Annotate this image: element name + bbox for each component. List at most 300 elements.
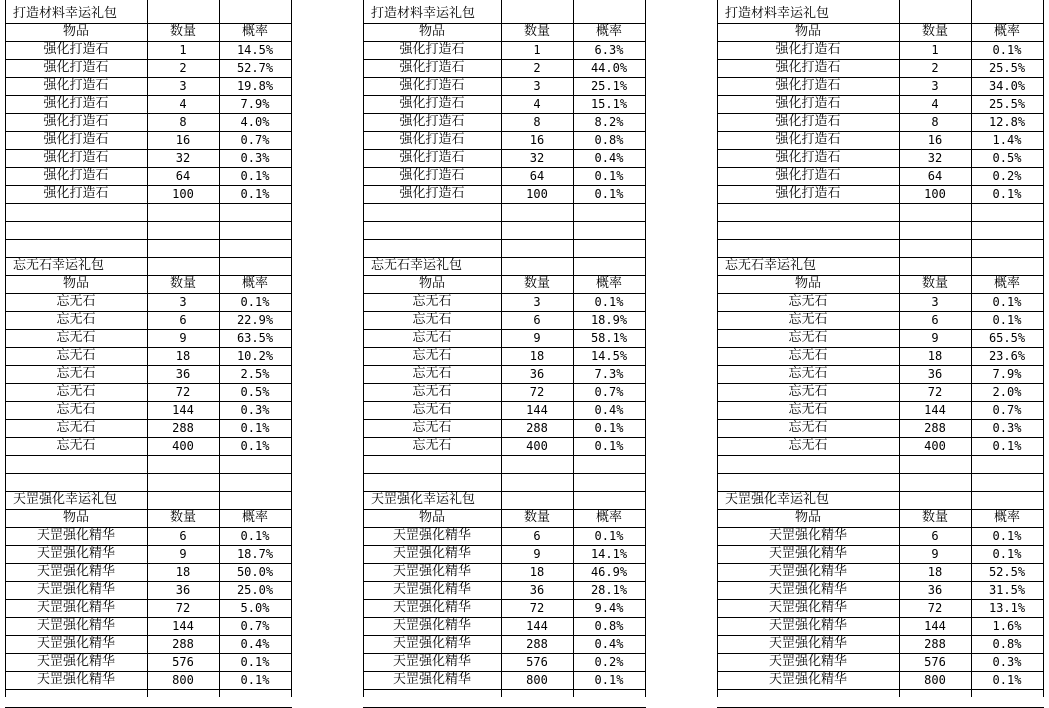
table-cell-item: 强化打造石 <box>43 132 109 147</box>
grid-hline <box>363 221 646 222</box>
table-cell-prob: 0.3% <box>240 151 270 165</box>
table-cell-item: 忘无石 <box>56 384 96 399</box>
block-title: 天罡强化幸运礼包 <box>13 492 118 507</box>
table-cell-item: 忘无石 <box>788 384 828 399</box>
table-cell-item: 天罡强化精华 <box>36 672 115 687</box>
table-cell-item: 忘无石 <box>56 402 96 417</box>
table-cell-qty: 8 <box>533 115 541 129</box>
column-header-qty: 数量 <box>921 510 948 525</box>
table-cell-prob: 0.3% <box>992 421 1022 435</box>
table-cell-qty: 4 <box>179 97 187 111</box>
column-header-qty: 数量 <box>169 276 196 291</box>
table-cell-prob: 65.5% <box>988 331 1026 345</box>
table-cell-qty: 64 <box>175 169 191 183</box>
grid-hline <box>5 455 292 456</box>
table-cell-item: 天罡强化精华 <box>392 528 471 543</box>
table-cell-prob: 14.1% <box>590 547 628 561</box>
block-title: 打造材料幸运礼包 <box>725 6 830 21</box>
table-cell-prob: 0.5% <box>992 151 1022 165</box>
table-cell-qty: 6 <box>179 529 187 543</box>
table-cell-prob: 6.3% <box>594 43 624 57</box>
table-cell-prob: 7.9% <box>240 97 270 111</box>
table-cell-item: 天罡强化精华 <box>768 618 847 633</box>
grid-hline <box>363 455 646 456</box>
table-cell-qty: 3 <box>179 295 187 309</box>
table-cell-qty: 72 <box>927 601 943 615</box>
table-cell-prob: 0.2% <box>992 169 1022 183</box>
grid-hline <box>717 689 1044 690</box>
table-cell-item: 强化打造石 <box>399 78 465 93</box>
column-header-qty: 数量 <box>169 24 196 39</box>
table-cell-qty: 288 <box>526 421 548 435</box>
table-cell-qty: 400 <box>924 439 946 453</box>
table-cell-qty: 9 <box>533 331 541 345</box>
table-cell-item: 忘无石 <box>412 294 452 309</box>
table-cell-item: 强化打造石 <box>43 78 109 93</box>
table-cell-qty: 3 <box>931 79 939 93</box>
table-cell-prob: 0.1% <box>594 439 624 453</box>
table-cell-item: 忘无石 <box>788 402 828 417</box>
table-cell-item: 忘无石 <box>412 348 452 363</box>
table-cell-qty: 4 <box>533 97 541 111</box>
block-title: 忘无石幸运礼包 <box>725 258 817 273</box>
column-header-prob: 概率 <box>241 24 268 39</box>
column-header-prob: 概率 <box>241 510 268 525</box>
table-cell-qty: 6 <box>931 529 939 543</box>
table-cell-item: 强化打造石 <box>43 114 109 129</box>
table-cell-prob: 10.2% <box>236 349 274 363</box>
table-cell-item: 天罡强化精华 <box>392 618 471 633</box>
table-cell-item: 强化打造石 <box>399 186 465 201</box>
table-cell-item: 忘无石 <box>788 330 828 345</box>
table-cell-item: 天罡强化精华 <box>36 654 115 669</box>
table-cell-item: 强化打造石 <box>775 42 841 57</box>
table-cell-qty: 100 <box>924 187 946 201</box>
table-cell-qty: 2 <box>533 61 541 75</box>
table-cell-prob: 0.1% <box>240 295 270 309</box>
table-cell-qty: 144 <box>526 619 548 633</box>
table-cell-qty: 8 <box>931 115 939 129</box>
column-header-item: 物品 <box>62 276 89 291</box>
table-cell-prob: 5.0% <box>240 601 270 615</box>
table-cell-qty: 6 <box>533 529 541 543</box>
table-cell-prob: 15.1% <box>590 97 628 111</box>
table-cell-item: 忘无石 <box>788 438 828 453</box>
table-cell-prob: 0.7% <box>594 385 624 399</box>
column-header-prob: 概率 <box>595 24 622 39</box>
table-cell-qty: 18 <box>175 349 191 363</box>
table-cell-item: 强化打造石 <box>399 132 465 147</box>
table-cell-prob: 0.1% <box>594 529 624 543</box>
table-cell-prob: 0.7% <box>992 403 1022 417</box>
table-cell-qty: 9 <box>533 547 541 561</box>
table-cell-prob: 14.5% <box>590 349 628 363</box>
table-cell-qty: 1 <box>931 43 939 57</box>
table-cell-prob: 0.1% <box>594 673 624 687</box>
table-cell-item: 天罡强化精华 <box>392 636 471 651</box>
table-cell-qty: 3 <box>533 79 541 93</box>
block-title: 打造材料幸运礼包 <box>13 6 118 21</box>
table-cell-qty: 18 <box>529 349 545 363</box>
table-cell-item: 天罡强化精华 <box>768 654 847 669</box>
table-cell-qty: 8 <box>179 115 187 129</box>
table-cell-item: 强化打造石 <box>399 60 465 75</box>
table-cell-qty: 400 <box>526 439 548 453</box>
column-header-prob: 概率 <box>241 276 268 291</box>
grid-hline <box>363 239 646 240</box>
table-cell-qty: 18 <box>175 565 191 579</box>
column-header-qty: 数量 <box>921 276 948 291</box>
table-cell-item: 天罡强化精华 <box>392 546 471 561</box>
table-cell-prob: 28.1% <box>590 583 628 597</box>
column-header-item: 物品 <box>62 510 89 525</box>
table-cell-item: 忘无石 <box>412 384 452 399</box>
table-cell-prob: 34.0% <box>988 79 1026 93</box>
table-cell-item: 忘无石 <box>412 402 452 417</box>
table-cell-prob: 4.0% <box>240 115 270 129</box>
table-cell-item: 忘无石 <box>788 294 828 309</box>
column-header-prob: 概率 <box>595 276 622 291</box>
column-header-item: 物品 <box>418 24 445 39</box>
table-cell-item: 强化打造石 <box>775 96 841 111</box>
table-cell-item: 强化打造石 <box>775 186 841 201</box>
block-title: 天罡强化幸运礼包 <box>725 492 830 507</box>
grid-hline <box>717 203 1044 204</box>
table-cell-item: 天罡强化精华 <box>36 546 115 561</box>
table-cell-prob: 0.1% <box>992 43 1022 57</box>
table-cell-qty: 64 <box>927 169 943 183</box>
table-cell-item: 忘无石 <box>788 420 828 435</box>
table-cell-qty: 1 <box>533 43 541 57</box>
table-cell-prob: 0.2% <box>594 655 624 669</box>
table-cell-prob: 0.1% <box>992 187 1022 201</box>
table-cell-prob: 0.1% <box>240 439 270 453</box>
column-header-item: 物品 <box>794 510 821 525</box>
table-cell-prob: 13.1% <box>988 601 1026 615</box>
table-cell-prob: 0.7% <box>240 133 270 147</box>
table-cell-prob: 25.0% <box>236 583 274 597</box>
table-cell-item: 天罡强化精华 <box>36 618 115 633</box>
table-cell-prob: 52.5% <box>988 565 1026 579</box>
table-cell-qty: 72 <box>529 385 545 399</box>
table-cell-item: 忘无石 <box>56 330 96 345</box>
grid-hline <box>717 221 1044 222</box>
table-cell-prob: 0.3% <box>992 655 1022 669</box>
table-cell-qty: 288 <box>924 637 946 651</box>
table-cell-prob: 0.1% <box>594 295 624 309</box>
block-title: 忘无石幸运礼包 <box>13 258 105 273</box>
table-cell-qty: 64 <box>529 169 545 183</box>
table-cell-item: 忘无石 <box>56 312 96 327</box>
table-cell-item: 忘无石 <box>56 366 96 381</box>
table-cell-item: 天罡强化精华 <box>392 582 471 597</box>
column-header-qty: 数量 <box>169 510 196 525</box>
table-cell-item: 天罡强化精华 <box>768 672 847 687</box>
table-cell-prob: 9.4% <box>594 601 624 615</box>
table-cell-prob: 25.5% <box>988 97 1026 111</box>
grid-hline <box>5 239 292 240</box>
table-cell-prob: 1.6% <box>992 619 1022 633</box>
table-cell-prob: 14.5% <box>236 43 274 57</box>
table-cell-prob: 0.1% <box>240 187 270 201</box>
table-cell-prob: 18.7% <box>236 547 274 561</box>
grid-hline <box>363 473 646 474</box>
table-cell-prob: 0.1% <box>992 673 1022 687</box>
table-cell-qty: 72 <box>175 385 191 399</box>
table-cell-prob: 0.1% <box>594 169 624 183</box>
table-cell-qty: 18 <box>927 565 943 579</box>
table-cell-qty: 16 <box>529 133 545 147</box>
table-cell-qty: 576 <box>924 655 946 669</box>
block-title: 打造材料幸运礼包 <box>371 6 476 21</box>
grid-hline <box>363 689 646 690</box>
column-header-item: 物品 <box>418 276 445 291</box>
grid-vline <box>1043 0 1044 697</box>
table-cell-item: 强化打造石 <box>399 42 465 57</box>
table-cell-item: 强化打造石 <box>775 60 841 75</box>
table-cell-prob: 0.7% <box>240 619 270 633</box>
table-cell-item: 强化打造石 <box>775 132 841 147</box>
table-cell-qty: 2 <box>179 61 187 75</box>
grid-hline <box>717 455 1044 456</box>
table-cell-item: 强化打造石 <box>399 150 465 165</box>
table-cell-qty: 36 <box>529 583 545 597</box>
table-cell-prob: 25.1% <box>590 79 628 93</box>
table-cell-qty: 2 <box>931 61 939 75</box>
table-cell-prob: 0.4% <box>594 151 624 165</box>
table-cell-prob: 0.1% <box>240 655 270 669</box>
table-cell-item: 强化打造石 <box>775 150 841 165</box>
table-cell-prob: 0.1% <box>240 529 270 543</box>
table-cell-qty: 72 <box>175 601 191 615</box>
column-header-qty: 数量 <box>523 24 550 39</box>
table-cell-prob: 31.5% <box>988 583 1026 597</box>
table-cell-prob: 18.9% <box>590 313 628 327</box>
table-cell-item: 忘无石 <box>56 348 96 363</box>
table-cell-item: 强化打造石 <box>43 186 109 201</box>
table-cell-prob: 7.9% <box>992 367 1022 381</box>
table-cell-qty: 800 <box>924 673 946 687</box>
table-cell-item: 忘无石 <box>56 294 96 309</box>
table-cell-prob: 0.1% <box>240 673 270 687</box>
table-cell-item: 天罡强化精华 <box>36 600 115 615</box>
table-cell-prob: 0.4% <box>240 637 270 651</box>
table-cell-qty: 144 <box>526 403 548 417</box>
table-cell-item: 强化打造石 <box>43 60 109 75</box>
table-cell-item: 天罡强化精华 <box>768 528 847 543</box>
block-title: 忘无石幸运礼包 <box>371 258 463 273</box>
table-cell-prob: 7.3% <box>594 367 624 381</box>
table-cell-item: 忘无石 <box>788 312 828 327</box>
table-cell-prob: 0.1% <box>992 313 1022 327</box>
column-header-qty: 数量 <box>523 510 550 525</box>
table-cell-item: 忘无石 <box>412 312 452 327</box>
column-header-prob: 概率 <box>993 24 1020 39</box>
table-cell-prob: 0.8% <box>594 133 624 147</box>
table-cell-qty: 288 <box>924 421 946 435</box>
grid-hline <box>5 221 292 222</box>
table-cell-qty: 800 <box>172 673 194 687</box>
column-header-prob: 概率 <box>993 510 1020 525</box>
table-cell-prob: 0.5% <box>240 385 270 399</box>
table-cell-prob: 58.1% <box>590 331 628 345</box>
table-cell-qty: 100 <box>172 187 194 201</box>
table-cell-prob: 0.1% <box>992 439 1022 453</box>
table-cell-item: 天罡强化精华 <box>768 564 847 579</box>
column-header-prob: 概率 <box>993 276 1020 291</box>
table-cell-item: 天罡强化精华 <box>392 672 471 687</box>
table-cell-qty: 6 <box>533 313 541 327</box>
table-cell-prob: 52.7% <box>236 61 274 75</box>
table-cell-item: 强化打造石 <box>399 114 465 129</box>
table-cell-item: 天罡强化精华 <box>36 636 115 651</box>
table-cell-item: 天罡强化精华 <box>768 636 847 651</box>
column-header-item: 物品 <box>62 24 89 39</box>
grid-vline <box>645 0 646 697</box>
table-cell-qty: 72 <box>529 601 545 615</box>
table-cell-prob: 0.1% <box>992 529 1022 543</box>
table-cell-item: 天罡强化精华 <box>768 600 847 615</box>
table-cell-prob: 0.1% <box>594 187 624 201</box>
table-cell-item: 强化打造石 <box>43 42 109 57</box>
table-cell-prob: 0.1% <box>992 547 1022 561</box>
table-cell-qty: 9 <box>931 331 939 345</box>
grid-hline <box>5 689 292 690</box>
table-cell-qty: 144 <box>924 619 946 633</box>
table-cell-prob: 2.5% <box>240 367 270 381</box>
table-cell-qty: 18 <box>927 349 943 363</box>
table-cell-qty: 6 <box>931 313 939 327</box>
table-cell-prob: 0.8% <box>594 619 624 633</box>
table-cell-qty: 144 <box>172 403 194 417</box>
grid-hline <box>363 203 646 204</box>
table-cell-prob: 50.0% <box>236 565 274 579</box>
table-cell-prob: 0.1% <box>594 421 624 435</box>
table-cell-prob: 0.1% <box>240 421 270 435</box>
table-cell-prob: 0.1% <box>992 295 1022 309</box>
table-cell-qty: 32 <box>529 151 545 165</box>
table-cell-prob: 2.0% <box>992 385 1022 399</box>
table-cell-qty: 9 <box>179 331 187 345</box>
table-cell-item: 忘无石 <box>56 420 96 435</box>
column-header-item: 物品 <box>794 24 821 39</box>
table-cell-prob: 12.8% <box>988 115 1026 129</box>
table-cell-qty: 3 <box>931 295 939 309</box>
table-cell-item: 忘无石 <box>412 438 452 453</box>
table-cell-item: 强化打造石 <box>399 168 465 183</box>
table-cell-item: 天罡强化精华 <box>392 654 471 669</box>
table-cell-item: 天罡强化精华 <box>36 582 115 597</box>
table-cell-qty: 72 <box>927 385 943 399</box>
table-cell-qty: 6 <box>179 313 187 327</box>
grid-vline <box>291 0 292 697</box>
table-cell-qty: 36 <box>175 367 191 381</box>
table-cell-item: 强化打造石 <box>399 96 465 111</box>
table-cell-item: 强化打造石 <box>43 150 109 165</box>
table-cell-qty: 288 <box>172 421 194 435</box>
table-cell-qty: 400 <box>172 439 194 453</box>
table-cell-qty: 36 <box>175 583 191 597</box>
table-cell-qty: 36 <box>529 367 545 381</box>
table-cell-qty: 32 <box>175 151 191 165</box>
column-header-item: 物品 <box>794 276 821 291</box>
table-cell-qty: 36 <box>927 583 943 597</box>
table-cell-item: 天罡强化精华 <box>392 564 471 579</box>
table-cell-item: 天罡强化精华 <box>768 582 847 597</box>
table-cell-qty: 32 <box>927 151 943 165</box>
table-cell-qty: 36 <box>927 367 943 381</box>
table-cell-qty: 288 <box>172 637 194 651</box>
column-header-qty: 数量 <box>921 24 948 39</box>
table-cell-prob: 0.3% <box>240 403 270 417</box>
table-cell-prob: 63.5% <box>236 331 274 345</box>
table-cell-qty: 576 <box>172 655 194 669</box>
table-cell-prob: 0.1% <box>240 169 270 183</box>
table-cell-qty: 16 <box>175 133 191 147</box>
table-cell-prob: 0.4% <box>594 403 624 417</box>
table-cell-prob: 46.9% <box>590 565 628 579</box>
table-cell-qty: 3 <box>179 79 187 93</box>
table-cell-qty: 9 <box>179 547 187 561</box>
table-cell-prob: 1.4% <box>992 133 1022 147</box>
table-cell-qty: 100 <box>526 187 548 201</box>
grid-hline <box>5 203 292 204</box>
table-cell-qty: 4 <box>931 97 939 111</box>
table-cell-prob: 8.2% <box>594 115 624 129</box>
table-cell-qty: 16 <box>927 133 943 147</box>
column-header-prob: 概率 <box>595 510 622 525</box>
table-cell-prob: 25.5% <box>988 61 1026 75</box>
table-cell-item: 强化打造石 <box>775 168 841 183</box>
table-cell-item: 忘无石 <box>412 330 452 345</box>
grid-hline <box>717 239 1044 240</box>
table-cell-qty: 144 <box>924 403 946 417</box>
table-cell-qty: 18 <box>529 565 545 579</box>
column-header-qty: 数量 <box>523 276 550 291</box>
table-cell-qty: 800 <box>526 673 548 687</box>
table-cell-item: 天罡强化精华 <box>36 564 115 579</box>
grid-hline <box>5 473 292 474</box>
table-cell-prob: 19.8% <box>236 79 274 93</box>
column-header-item: 物品 <box>418 510 445 525</box>
table-cell-qty: 144 <box>172 619 194 633</box>
table-cell-prob: 23.6% <box>988 349 1026 363</box>
table-cell-item: 忘无石 <box>412 366 452 381</box>
table-cell-prob: 22.9% <box>236 313 274 327</box>
table-cell-item: 忘无石 <box>788 348 828 363</box>
table-cell-item: 天罡强化精华 <box>768 546 847 561</box>
table-cell-item: 强化打造石 <box>43 168 109 183</box>
table-cell-qty: 288 <box>526 637 548 651</box>
table-cell-qty: 576 <box>526 655 548 669</box>
table-cell-item: 强化打造石 <box>775 78 841 93</box>
table-cell-item: 强化打造石 <box>43 96 109 111</box>
table-cell-item: 强化打造石 <box>775 114 841 129</box>
table-cell-prob: 44.0% <box>590 61 628 75</box>
table-cell-prob: 0.8% <box>992 637 1022 651</box>
table-cell-item: 天罡强化精华 <box>36 528 115 543</box>
grid-hline <box>717 473 1044 474</box>
table-cell-item: 忘无石 <box>412 420 452 435</box>
table-cell-qty: 9 <box>931 547 939 561</box>
block-title: 天罡强化幸运礼包 <box>371 492 476 507</box>
table-cell-item: 忘无石 <box>56 438 96 453</box>
table-cell-prob: 0.4% <box>594 637 624 651</box>
table-cell-item: 忘无石 <box>788 366 828 381</box>
table-cell-item: 天罡强化精华 <box>392 600 471 615</box>
table-cell-qty: 1 <box>179 43 187 57</box>
table-cell-qty: 3 <box>533 295 541 309</box>
